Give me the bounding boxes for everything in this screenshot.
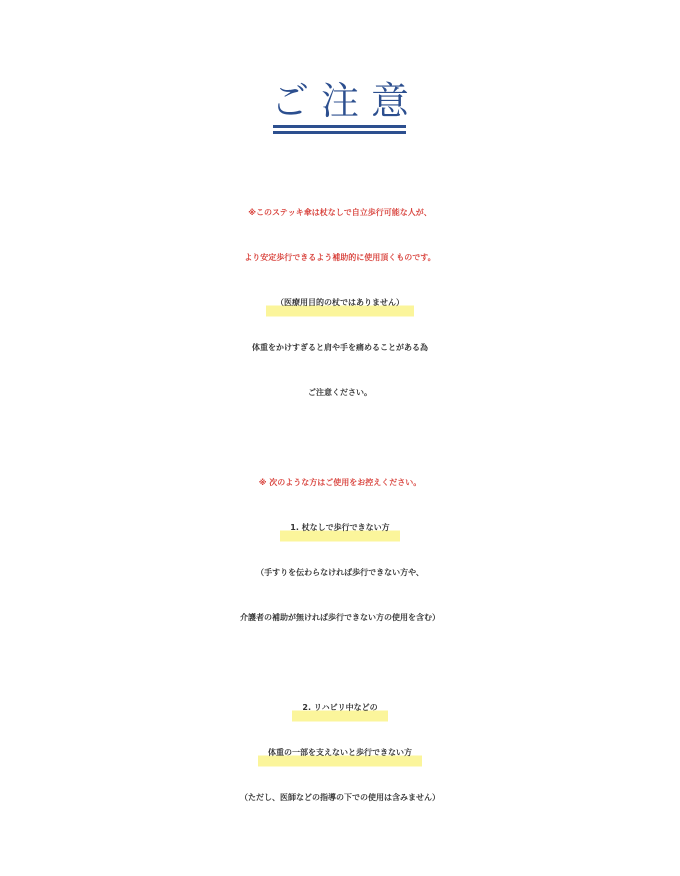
restriction-item-1-title <box>0 511 680 545</box>
title-underline-top <box>273 125 406 128</box>
restriction-item-1-note-2: 介護者の補助が無ければ歩行できない方の使用を含む） <box>240 613 440 622</box>
title-double-underline <box>273 125 406 134</box>
notice-line-1: ※このステッキ傘は杖なしで自立歩行可能な人が、 <box>248 208 432 217</box>
restrictions-heading: ※ 次のような方はご使用をお控えください。 <box>258 478 422 487</box>
title-block <box>0 78 680 124</box>
notice-line-3-highlight: （医療用目的の杖ではありません） <box>266 286 414 320</box>
restriction-item-2-highlight-1: 2. リハビリ中などの <box>292 691 387 725</box>
notice-line-4: 体重をかけすぎると肩や手を痛めることがある為 <box>252 343 428 352</box>
notice-line-3 <box>0 286 680 320</box>
restriction-item-2-note: （ただし、医師などの指導の下での使用は含みません） <box>240 793 440 802</box>
restriction-item-1-highlight: 1. 杖なしで歩行できない方 <box>280 511 399 545</box>
restriction-item-2-highlight-2: 体重の一部を支えないと歩行できない方 <box>258 736 422 770</box>
title-underline-bottom <box>273 131 406 134</box>
notice-line-2: より安定歩行できるよう補助的に使用頂くものです。 <box>244 253 436 262</box>
restriction-item-1-note-1: （手すりを伝わらなければ歩行できない方や、 <box>256 568 424 577</box>
restriction-item-2-title-1 <box>0 691 680 725</box>
page-title: ご注意 <box>270 79 421 123</box>
notice-line-5: ご注意ください。 <box>308 388 372 397</box>
restriction-item-2-title-2 <box>0 736 680 770</box>
